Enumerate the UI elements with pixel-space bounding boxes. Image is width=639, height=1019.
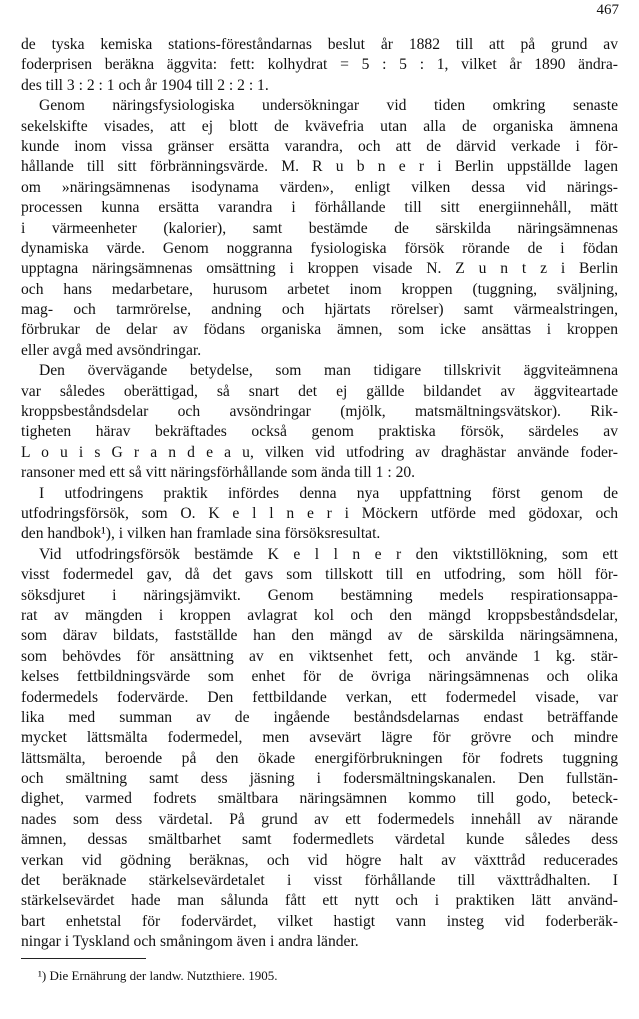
text-line: I utfodringens praktik infördes denna nya uppfattning först genom de <box>39 484 618 502</box>
text-line: processen kunna ersätta varandra i förhållande till sitt energiinnehåll, mätt <box>21 199 618 217</box>
text-line: eller avgå med avsöndringar. <box>21 341 202 359</box>
text-line: i värmeenheter (kalorier), samt bestämde de särskilda näringsämnenas <box>21 219 618 237</box>
text-line: bart enhetstal för fodervärdet, vilket hastigt vann insteg vid foderberäk- <box>21 912 618 930</box>
text-line: mag- och tarmrörelse, andning och hjärtats rörelser) samt värmealstringen, <box>21 301 618 319</box>
text-line: sekelskifte visades, att ej blott de kvävefria utan alla de organiska ämnena <box>21 117 618 135</box>
text-line: dighet, varmed fodrets smältbara näringsämnen kommo till godo, beteck- <box>21 790 618 808</box>
text-line: som behövdes för ansättning av en viktsenhet fett, och använde 1 kg. stär- <box>21 647 618 665</box>
text-line: söksdjuret i näringsjämvikt. Genom bestämning medels respirationsappa- <box>21 586 618 604</box>
text-line: det beräknade stärkelsevärdetalet i visst förhållande till växttrådhalten. I <box>21 872 618 890</box>
text-line: des till 3 : 2 : 1 och år 1904 till 2 : 2 : 1. <box>21 76 269 94</box>
text-line: ransoner med ett så vitt näringsförhållande som ända till 1 : 20. <box>21 464 416 482</box>
text-line: och smältning samt dess jäsning i fodersmältningskanalen. Den fullstän- <box>21 770 618 788</box>
text-line: kelses fettbildningsvärde som enhet för de övriga näringsämnenas och olika <box>21 668 618 686</box>
text-line: om »näringsämnenas isodynama värden», enligt vilken dessa vid närings- <box>21 178 618 196</box>
text-line: nades som dess värdetal. På grund av ett fodermedels innehåll av närande <box>21 810 618 828</box>
footnote: ¹) Die Ernährung der landw. Nutzthiere. 1905. <box>38 968 278 983</box>
text-line: kroppsbeståndsdelar och avsöndringar (mjölk, matsmältningsvätskor). Rik- <box>21 403 618 421</box>
text-line: den handbok¹), i vilken han framlade sina försöksresultat. <box>21 525 381 543</box>
text-line: och hans medarbetare, hurusom arbetet inom kroppen (tuggning, sväljning, <box>21 280 618 298</box>
text-line: mycket lättsmälta fodermedel, men avsevärt lägre för grövre och mindre <box>21 729 618 747</box>
text-line: ämnen, dessas smältbarhet samt fodermedlets värdetal kunde således dess <box>21 831 618 849</box>
text-line: ningar i Tyskland och småningom även i andra länder. <box>21 933 359 951</box>
text-line: tigheten härav bekräftades också genom praktiska försök, särdeles av <box>21 423 618 441</box>
text-line: hållande till sitt förbränningsvärde. M. R u b n e r i Berlin uppställde lagen <box>21 158 618 176</box>
text-line: utfodringsförsök, som O. K e l l n e r i Möckern utförde med gödoxar, och <box>21 504 618 522</box>
text-line: de tyska kemiska stations-föreståndarnas beslut år 1882 till att på grund av <box>21 36 618 53</box>
page-number: 467 <box>596 2 619 18</box>
text-line: stärkelsevärdet hade man sålunda fått ett nytt och i praktiken lätt använd- <box>21 892 618 910</box>
text-line: rat av mängden i kroppen avlagrat kol och den mängd kroppsbeståndsdelar, <box>21 606 618 624</box>
text-line: dynamiska värde. Genom noggranna fysiologiska försök rörande de i födan <box>21 239 618 257</box>
text-line: som därav bildats, fastställde han den mängd av de särskilda näringsämnena, <box>21 627 618 645</box>
body-text <box>21 35 618 953</box>
text-line: visst fodermedel gav, då det gavs som tillskott till en utfodring, som höll för- <box>21 566 618 584</box>
footnote-divider <box>21 958 146 959</box>
text-line: lika med summan av de ingående beståndsdelarnas endast beträffande <box>21 708 618 726</box>
text-line: Genom näringsfysiologiska undersökningar vid tiden omkring senaste <box>39 97 618 115</box>
text-line: Den övervägande betydelse, som man tidigare tillskrivit äggviteämnena <box>39 362 618 380</box>
text-line: var således oberättigad, så snart det ej gällde bildandet av äggviteartade <box>21 382 618 400</box>
text-line: förbrukar de delar av födans organiska ämnen, som icke ansättas i kroppen <box>21 321 618 339</box>
text-line: L o u i s G r a n d e a u, vilken vid utfodring av draghästar använde foder- <box>21 443 618 461</box>
text-line: lättsmälta, beroende på den ökade energiförbrukningen för fodrets tuggning <box>21 749 618 767</box>
text-line: verkan vid gödning beräknas, och vid högre halt av växttråd reducerades <box>21 851 618 869</box>
text-line: Vid utfodringsförsök bestämde K e l l n e r den viktstillökning, som ett <box>39 545 618 563</box>
text-line: upptagna näringsämnenas omsättning i kroppen visade N. Z u n t z i Berlin <box>21 260 618 278</box>
text-line: fodermedels fodervärde. Den fettbildande verkan, ett fodermedel visade, var <box>21 688 618 706</box>
text-line: foderprisen beräkna äggvita: fett: kolhydrat = 5 : 5 : 1, vilket år 1890 ändra- <box>21 56 618 74</box>
text-line: kunde inom vissa gränser ersätta varandra, och att de därvid verkade i för- <box>21 137 618 155</box>
